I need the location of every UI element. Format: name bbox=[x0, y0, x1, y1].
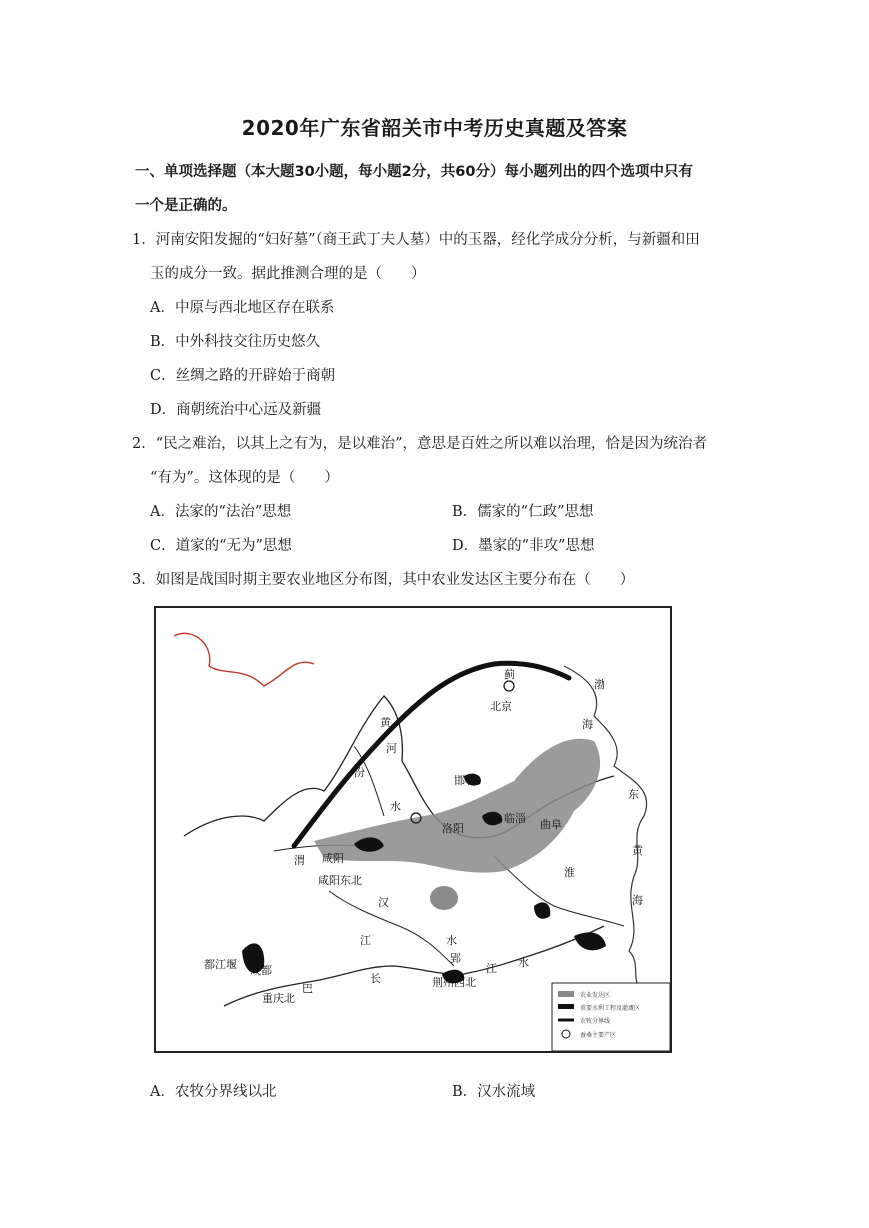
question-1-stem-line1: 1．河南安阳发掘的“妇好墓”（商王武丁夫人墓）中的玉器，经化学成分分析，与新疆和田 bbox=[132, 232, 700, 248]
section-heading-line1: 一、单项选择题（本大题30小题，每小题2分，共60分）每小题列出的四个选项中只有 bbox=[135, 164, 693, 180]
question-1-stem-line2: 玉的成分一致。据此推测合理的是（ ） bbox=[150, 266, 426, 282]
question-3-option-b: B．汉水流域 bbox=[452, 1084, 536, 1100]
question-1-option-d: D．商朝统治中心远及新疆 bbox=[150, 402, 322, 418]
label-jiangling: 荆州西北 bbox=[432, 976, 476, 989]
section-heading-line2: 一个是正确的。 bbox=[135, 198, 237, 214]
label-ying: 郢 bbox=[450, 952, 461, 965]
label-han: 汉 bbox=[378, 896, 389, 909]
question-1-option-b: B．中外科技交往历史悠久 bbox=[150, 334, 321, 350]
map-legend bbox=[552, 983, 670, 1051]
label-xianyang: 咸阳 bbox=[322, 852, 344, 865]
label-xianyang-northeast: 咸阳东北 bbox=[318, 874, 362, 887]
label-jiang: 江 bbox=[360, 934, 371, 947]
label-chengdu: 成都 bbox=[250, 964, 272, 977]
label-qufu: 曲阜 bbox=[540, 818, 562, 831]
question-1-option-c: C．丝绸之路的开辟始于商朝 bbox=[150, 368, 336, 384]
label-linzi: 临淄 bbox=[504, 812, 526, 825]
label-handan: 邯郸 bbox=[454, 774, 476, 787]
question-2-stem-line2: “有为”。这体现的是（ ） bbox=[150, 470, 339, 486]
label-ba: 巴 bbox=[302, 982, 313, 995]
page-title: 2020年广东省韶关市中考历史真题及答案 bbox=[241, 116, 628, 140]
label-huanghe2: 河 bbox=[386, 742, 397, 755]
legend-swatch-agriculture bbox=[558, 991, 574, 997]
label-huai: 淮 bbox=[564, 866, 575, 879]
label-huanghe1: 黄 bbox=[380, 716, 391, 729]
label-wei: 渭 bbox=[294, 854, 305, 867]
label-luoyang: 洛阳 bbox=[442, 822, 464, 835]
legend-swatch-irrigation bbox=[558, 1004, 574, 1009]
warring-states-agriculture-map bbox=[154, 606, 672, 1053]
label-dong: 东 bbox=[628, 788, 639, 801]
question-2-option-d: D．墨家的“非攻”思想 bbox=[452, 538, 595, 554]
question-1-option-a: A．中原与西北地区存在联系 bbox=[150, 300, 335, 316]
question-2-option-a: A．法家的“法治”思想 bbox=[150, 504, 292, 520]
label-hai2: 海 bbox=[632, 894, 643, 907]
label-hai: 海 bbox=[582, 718, 593, 731]
question-2-option-c: C．道家的“无为”思想 bbox=[150, 538, 292, 554]
label-dujiangyan: 都江堰 bbox=[204, 958, 237, 971]
legend-label-agriculture: 农业发达区 bbox=[580, 992, 611, 999]
label-chang: 长 bbox=[370, 972, 381, 985]
legend-label-irrigation: 重要水利工程及灌溉区 bbox=[580, 1005, 641, 1012]
agricultural-patch bbox=[430, 886, 458, 910]
label-ji: 蓟 bbox=[504, 668, 515, 681]
label-beijing: 北京 bbox=[490, 700, 512, 713]
question-2-option-b: B．儒家的“仁政”思想 bbox=[452, 504, 594, 520]
legend-label-sericulture: 蚕桑主要产区 bbox=[580, 1032, 617, 1039]
label-huang-sea: 黄 bbox=[632, 844, 643, 857]
label-shui2: 水 bbox=[518, 956, 529, 969]
label-bo: 渤 bbox=[594, 678, 605, 691]
legend-label-boundary: 农牧分界线 bbox=[580, 1018, 611, 1025]
label-fen: 汾 bbox=[354, 766, 365, 779]
question-2-stem-line1: 2．“民之难治，以其上之有为，是以难治”，意思是百姓之所以难以治理，恰是因为统治者 bbox=[132, 436, 708, 452]
label-chongqing: 重庆北 bbox=[262, 992, 295, 1005]
label-shui3: 水 bbox=[446, 934, 457, 947]
question-3-option-a: A．农牧分界线以北 bbox=[150, 1084, 277, 1100]
label-shui: 水 bbox=[390, 800, 401, 813]
label-jiang2: 江 bbox=[486, 962, 497, 975]
question-3-stem: 3．如图是战国时期主要农业地区分布图，其中农业发达区主要分布在（ ） bbox=[132, 572, 635, 588]
